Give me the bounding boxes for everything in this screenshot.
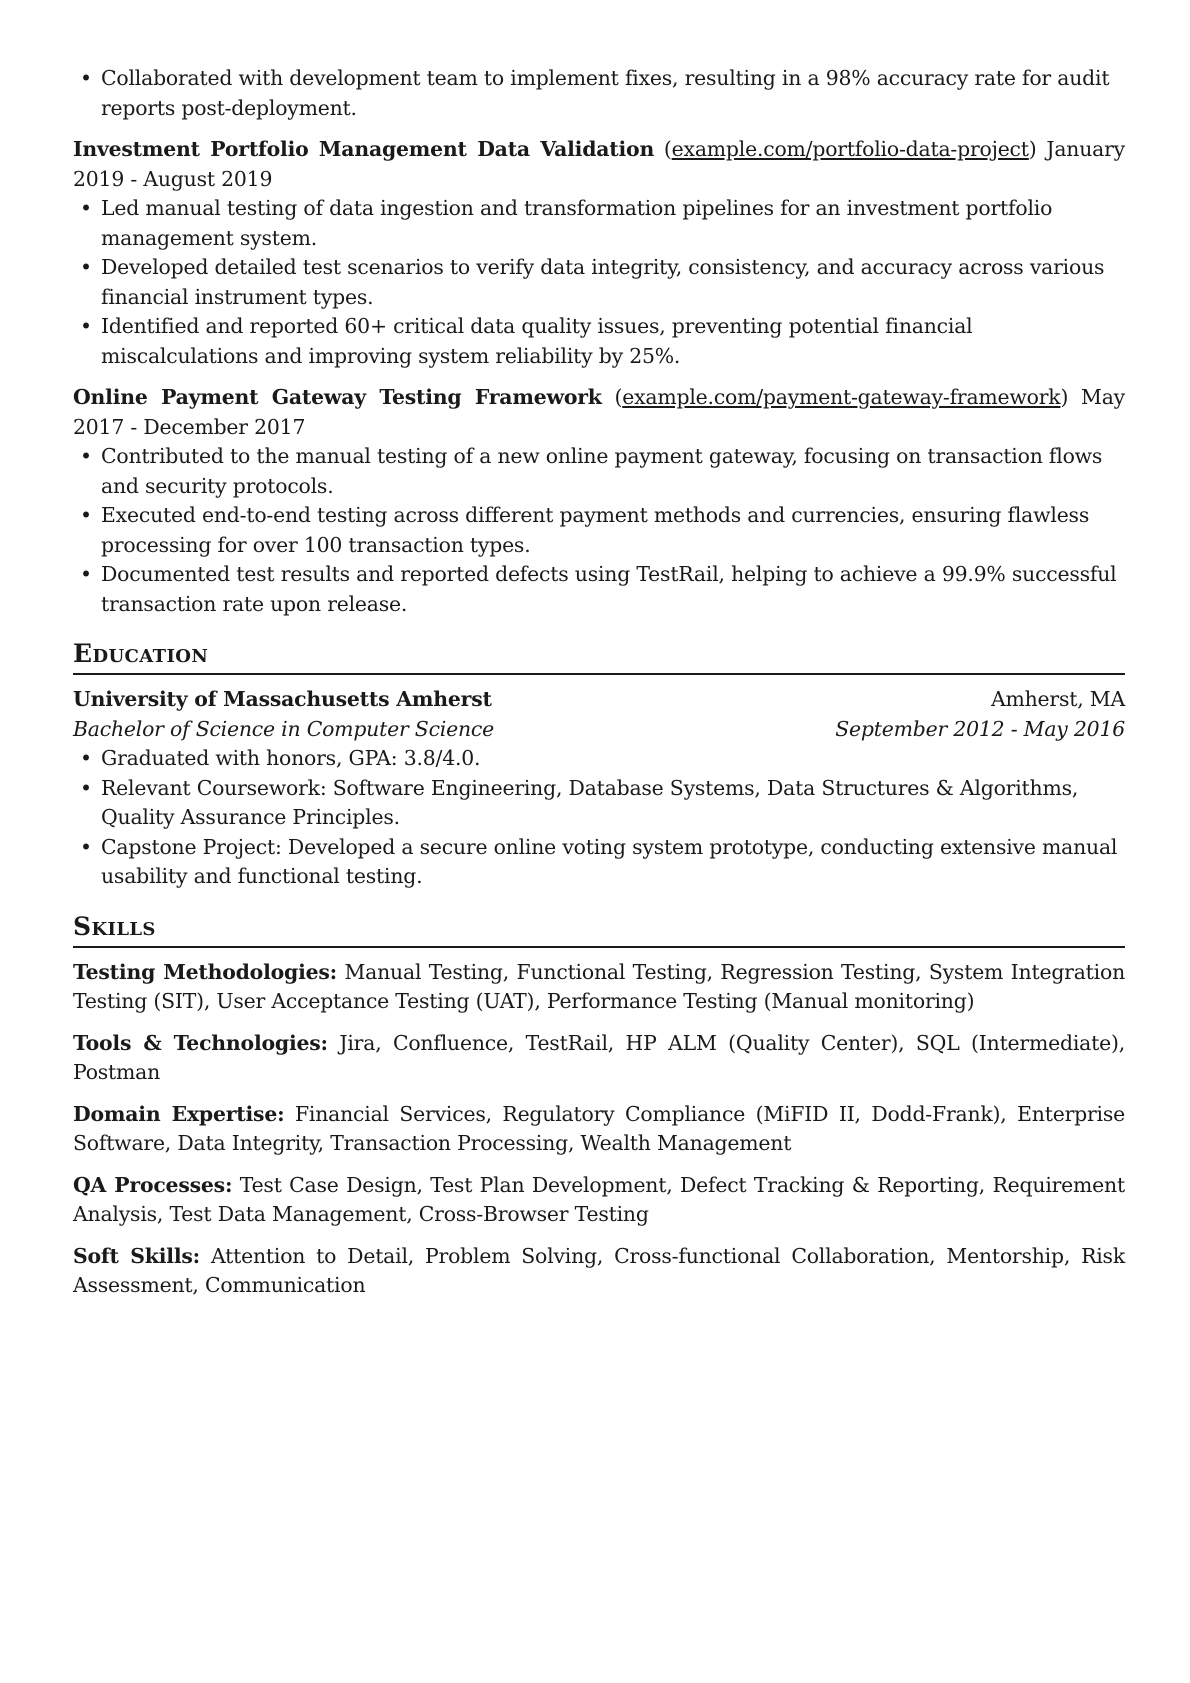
skill-value: Jira, Confluence, TestRail, HP ALM (Quality Center), SQL (Intermediate), Postman: [73, 1030, 1126, 1084]
education-bullets: [73, 744, 1125, 892]
education-entry: [73, 685, 1125, 892]
bullet-item: • Executed end-to-end testing across different payment methods and currencies, ensuring flawless processing for over 100 transaction types.: [73, 501, 1125, 560]
bullet-item: • Led manual testing of data ingestion and transformation pipelines for an investment portfolio management system.: [73, 194, 1125, 253]
project-title: Investment Portfolio Management Data Validation: [73, 137, 655, 161]
skills-list: [73, 958, 1125, 1301]
education-dates: September 2012 - May 2016: [835, 716, 1125, 741]
skill-value: Test Case Design, Test Plan Development, Defect Tracking & Reporting, Requirement Analysis, Test Data Management, Cross-Browser Testing: [73, 1172, 1125, 1226]
education-heading: Education: [73, 637, 1125, 675]
skill-label: Soft Skills:: [73, 1243, 200, 1268]
skills-heading: Skills: [73, 910, 1125, 948]
project-entry: [73, 383, 1125, 619]
skill-value: Financial Services, Regulatory Compliance (MiFID II, Dodd-Frank), Enterprise Software, Data Integrity, Transaction Processing, Wealth Management: [73, 1101, 1125, 1155]
skill-row: [73, 1100, 1125, 1159]
project-dates: January 2019 - August 2019: [73, 137, 1125, 191]
bullet-item: • Capstone Project: Developed a secure online voting system prototype, conducting extensive manual usability and functional testing.: [73, 833, 1125, 892]
project-link-wrap: (example.com/portfolio-data-project): [663, 137, 1037, 161]
bullet-item: • Collaborated with development team to implement fixes, resulting in a 98% accuracy rate for audit reports post-deployment.: [73, 64, 1125, 123]
project-dates: May 2017 - December 2017: [73, 385, 1125, 439]
skill-label: Testing Methodologies:: [73, 959, 337, 984]
school-location: Amherst, MA: [990, 687, 1125, 711]
bullet-item: • Relevant Coursework: Software Engineering, Database Systems, Data Structures & Algorithms, Quality Assurance Principles.: [73, 774, 1125, 833]
project-link[interactable]: example.com/portfolio-data-project: [671, 137, 1029, 161]
degree-name: Bachelor of Science in Computer Science: [73, 716, 494, 741]
bullet-item: • Developed detailed test scenarios to verify data integrity, consistency, and accuracy across various financial instrument types.: [73, 253, 1125, 312]
project-header: [73, 383, 1125, 442]
bullet-item: • Identified and reported 60+ critical data quality issues, preventing potential financial miscalculations and improving system reliability by 25%.: [73, 312, 1125, 371]
bullet-item: • Contributed to the manual testing of a new online payment gateway, focusing on transaction flows and security protocols.: [73, 442, 1125, 501]
project-bullets: [73, 442, 1125, 619]
skill-row: [73, 1171, 1125, 1230]
skill-value: Attention to Detail, Problem Solving, Cross-functional Collaboration, Mentorship, Risk Assessment, Communication: [73, 1243, 1125, 1297]
bullet-item: • Documented test results and reported defects using TestRail, helping to achieve a 99.9% successful transaction rate upon release.: [73, 560, 1125, 619]
project-header: [73, 135, 1125, 194]
education-row-degree: [73, 715, 1125, 745]
project-bullets: [73, 194, 1125, 371]
resume-page: [73, 64, 1125, 1301]
bullet-item: • Graduated with honors, GPA: 3.8/4.0.: [73, 744, 1125, 774]
skill-label: Tools & Technologies:: [73, 1030, 328, 1055]
skill-label: Domain Expertise:: [73, 1101, 285, 1126]
skill-row: [73, 1029, 1125, 1088]
previous-project-bullets: [73, 64, 1125, 123]
project-title: Online Payment Gateway Testing Framework: [73, 385, 602, 409]
skill-row: [73, 1242, 1125, 1301]
project-link[interactable]: example.com/payment-gateway-framework: [622, 385, 1061, 409]
skill-label: QA Processes:: [73, 1172, 233, 1197]
skill-value: Manual Testing, Functional Testing, Regression Testing, System Integration Testing (SIT), User Acceptance Testing (UAT), Performance Testing (Manual monitoring): [73, 959, 1125, 1013]
school-name: University of Massachusetts Amherst: [73, 687, 492, 711]
skill-row: [73, 958, 1125, 1017]
education-row-school: [73, 685, 1125, 715]
project-link-wrap: (example.com/payment-gateway-framework): [614, 385, 1069, 409]
project-entry: [73, 135, 1125, 371]
